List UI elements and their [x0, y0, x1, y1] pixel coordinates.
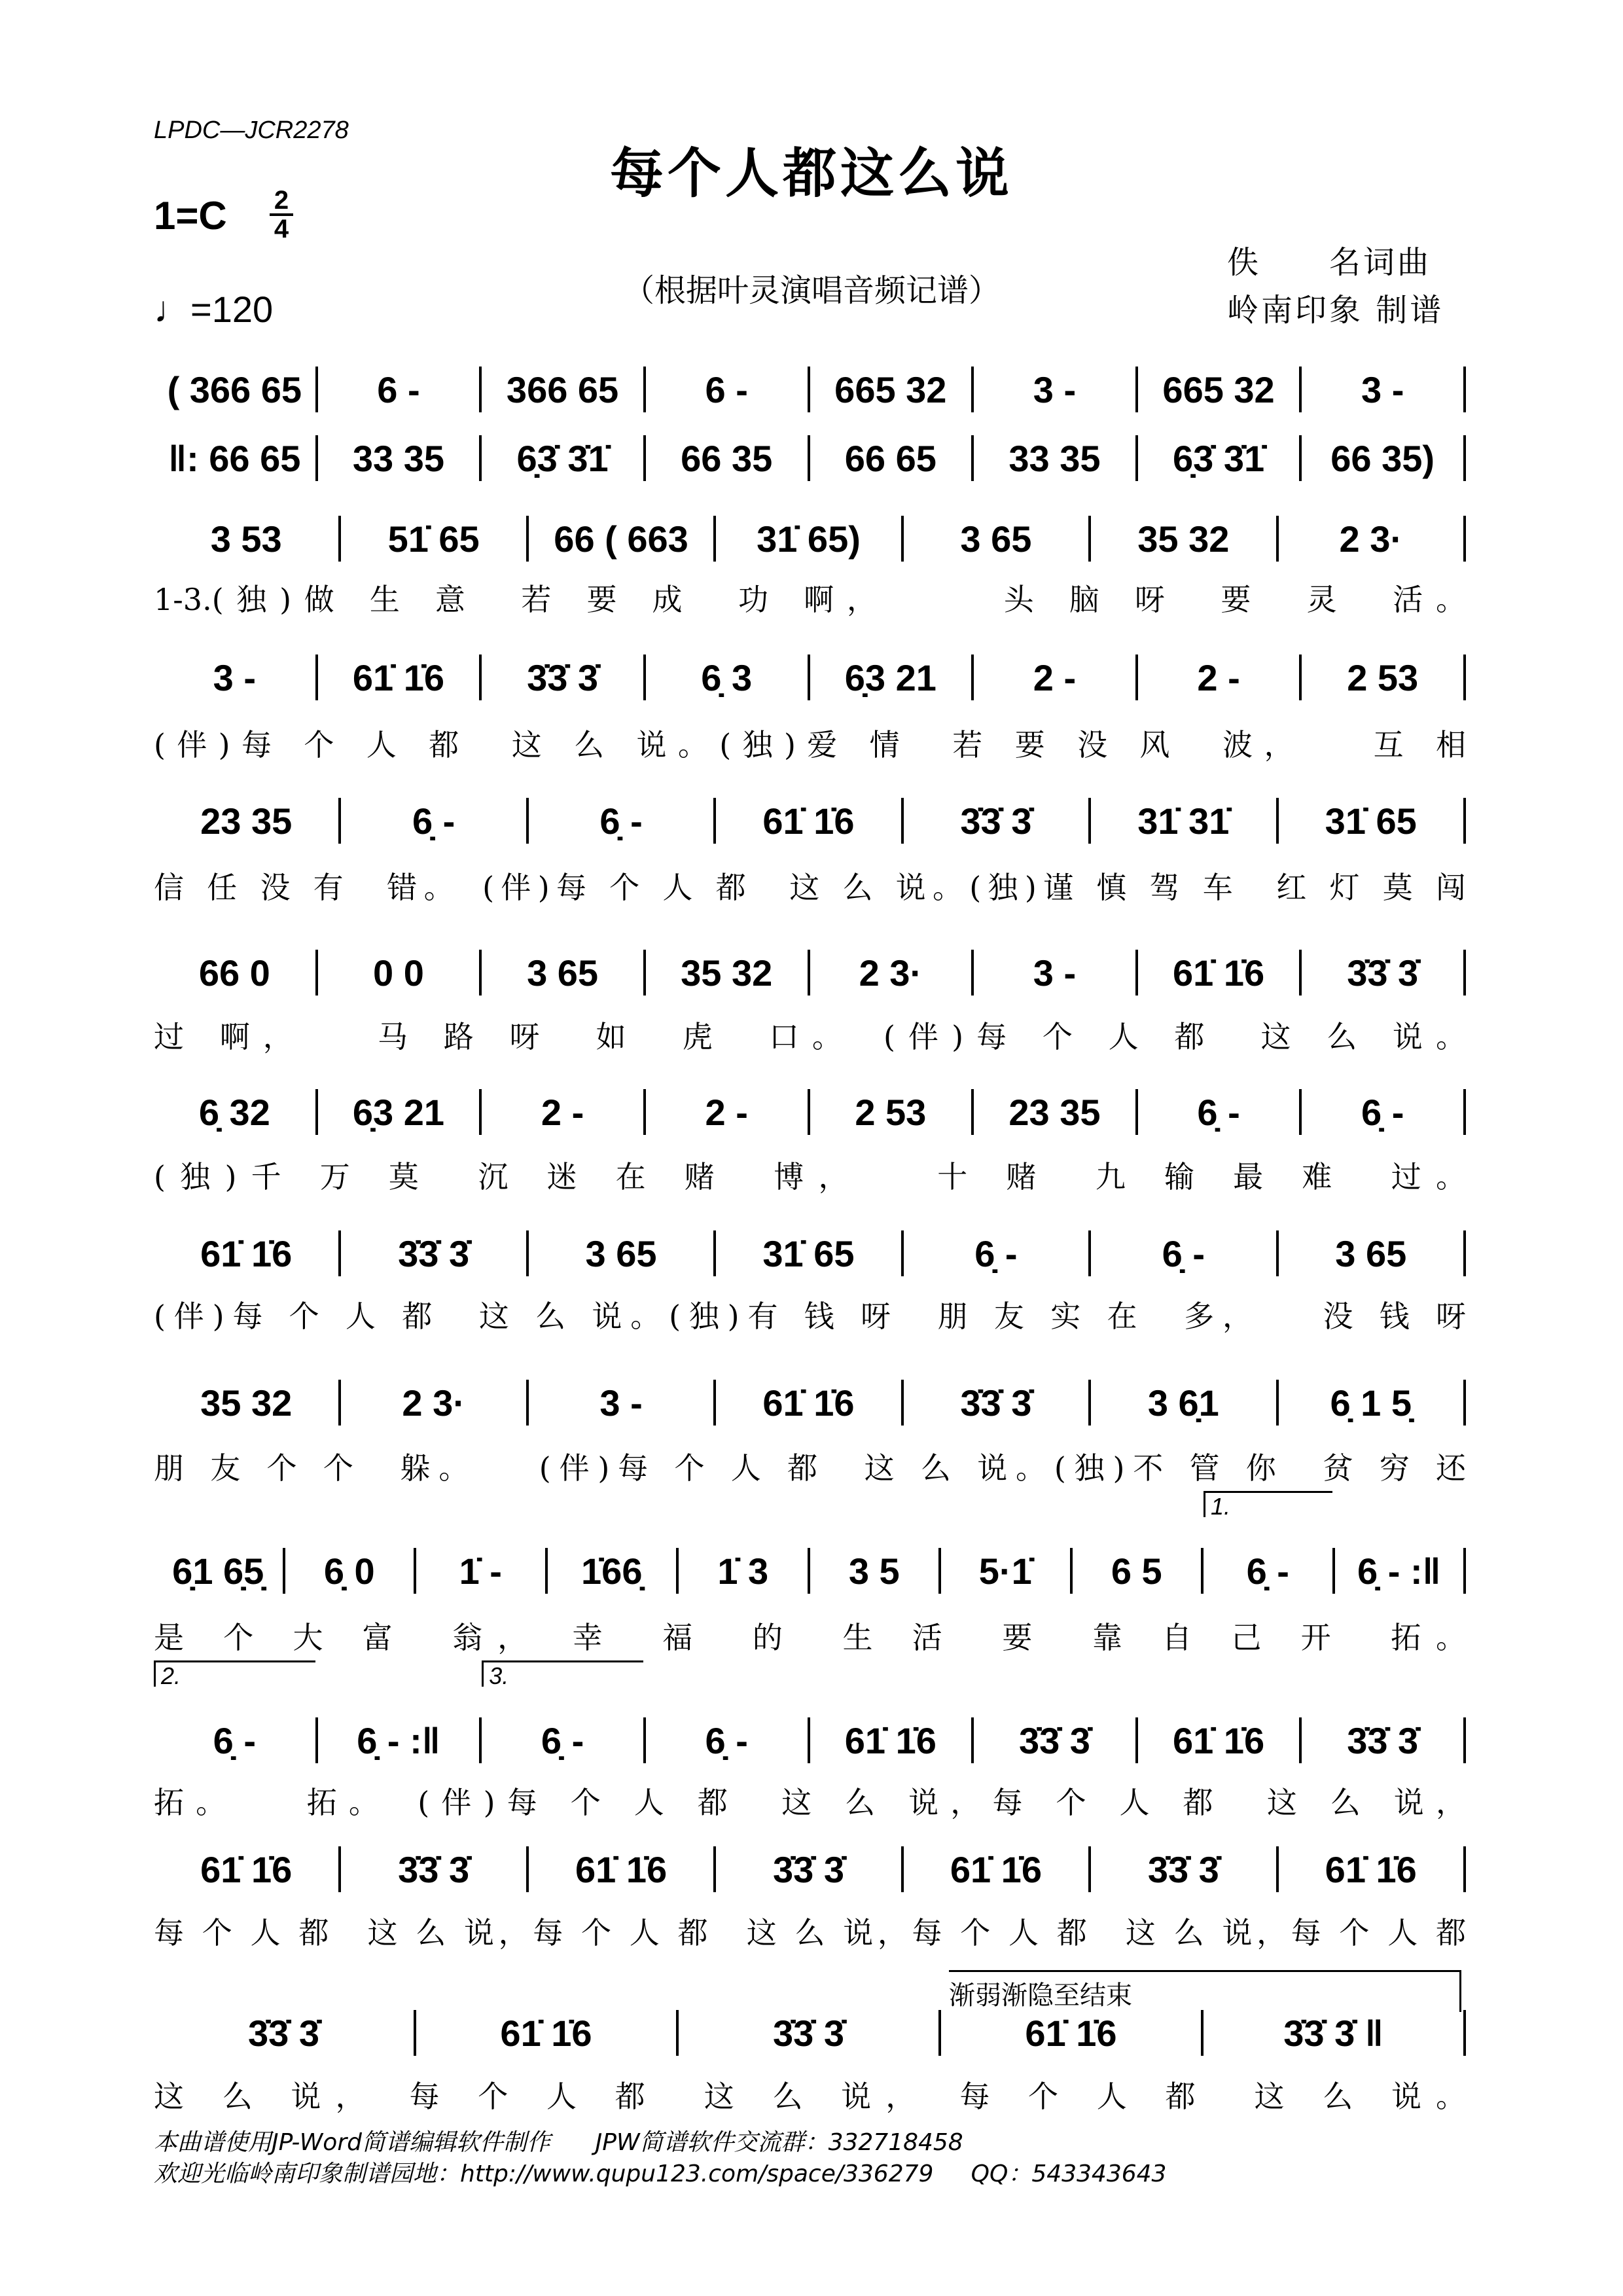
measure: 6̣ - [1361, 1091, 1404, 1133]
measure: 6̣3 21 [844, 656, 936, 698]
bar-line [1463, 1380, 1466, 1426]
measure: 66 35) [1330, 437, 1435, 479]
measure: 66 ( 663 [554, 518, 688, 560]
measure: 61̇ 1̇6 [844, 1719, 936, 1761]
measure: 2 - [541, 1091, 584, 1133]
lyrics-line: 每 个 人 都 这 么 说，每 个 人 都 这 么 说，每 个 人 都 这 么 说，每 个 人 都 [154, 1915, 1466, 1950]
bar-line [1463, 798, 1466, 844]
measure: 3 - [213, 656, 256, 698]
measure: 0 0 [373, 952, 424, 994]
measure: 6 5 [1111, 1550, 1162, 1592]
measure: ( 366 65 [167, 368, 302, 410]
notation-row [154, 516, 1466, 562]
measure: 3 65 [585, 1232, 657, 1274]
subtitle: （根据叶灵演唱音频记谱） [622, 272, 1000, 309]
measure: 3 5 [848, 1550, 900, 1592]
notation-row [154, 367, 1466, 412]
measure: 3 65 [960, 518, 1032, 560]
measure: 6̣ 0 [323, 1550, 375, 1592]
lyrics-line: 拓。 拓。 (伴)每 个 人 都 这 么 说，每 个 人 都 这 么 说， [154, 1785, 1466, 1820]
measure: 33 35 [352, 437, 444, 479]
measure: 61̇ 1̇6 [762, 1382, 855, 1424]
measure: 5·1̇ [978, 1550, 1032, 1592]
lyrics-line: (伴)每 个 人 都 这 么 说。(独)爱 情 若 要 没 风 波， 互 相 [154, 727, 1466, 762]
measure: 3̇3̇ 3̇ [1347, 1719, 1419, 1761]
measure: 6̣3̇ 3̇1̇ [516, 437, 609, 479]
measure: 6̣ 32 [198, 1091, 270, 1133]
measure: 3 - [599, 1382, 643, 1424]
measure: 61̇ 1̇6 [1172, 952, 1265, 994]
measure: 2 - [1033, 656, 1077, 698]
time-signature-bottom: 4 [274, 215, 289, 243]
measure: 2 - [705, 1091, 748, 1133]
measure: 61̇ 1̇6 [200, 1848, 293, 1890]
measure: 3̇3̇ 3̇ [527, 656, 599, 698]
bar-line [1463, 655, 1466, 700]
time-signature-top: 2 [274, 186, 289, 215]
measure: 3 - [1361, 368, 1404, 410]
measure: 3̇3̇ 3̇ [248, 2012, 319, 2054]
measure: 61̇ 1̇6 [762, 800, 855, 842]
measure: 6̣ - [705, 1719, 748, 1761]
measure: 6̣3 21 [352, 1091, 444, 1133]
measure: 61̇ 1̇6 [575, 1848, 668, 1890]
bar-line [1463, 950, 1466, 996]
footer-website-note: 欢迎光临岭南印象制谱园地：http://www.qupu123.com/space/336279 QQ：543343643 [154, 2161, 1167, 2187]
measure: 61̇ 1̇6 [1325, 1848, 1417, 1890]
measure: 2 53 [1347, 656, 1419, 698]
volta-bracket: 2. [154, 1660, 315, 1687]
measure: 3̇3̇ 3̇ [773, 2012, 844, 2054]
measure: 2 3· [402, 1382, 465, 1424]
measure: 6̣ - [1162, 1232, 1205, 1274]
measure: 2 3· [859, 952, 923, 994]
measure: 3 53 [210, 518, 282, 560]
measure: 1̇ 3 [717, 1550, 769, 1592]
notation-row [154, 435, 1466, 481]
measure: 23 35 [1008, 1091, 1101, 1133]
measure: 6̣ - :‖ [357, 1719, 440, 1761]
bar-line [1463, 1548, 1466, 1594]
measure: 665 32 [834, 368, 947, 410]
notation-row [154, 1492, 1466, 1594]
measure: 61̇ 1̇6 [950, 1848, 1042, 1890]
measure: 66 35 [681, 437, 773, 479]
notation-row [154, 950, 1466, 996]
measure: 3̇3̇ 3̇ [1347, 952, 1419, 994]
measure-notes: 6̣ - [541, 1719, 584, 1761]
measure [154, 1662, 315, 1762]
measure: 3̇3̇ 3̇ [772, 1848, 844, 1890]
measure: 66 0 [198, 952, 270, 994]
measure: 3 65 [527, 952, 599, 994]
bar-line [1463, 1089, 1466, 1135]
lyrics-line: (独)千 万 莫 沉 迷 在 赌 博， 十 赌 九 输 最 难 过。 [154, 1159, 1466, 1194]
measure: 366 65 [506, 368, 619, 410]
arranger-credit: 岭南印象 制谱 [1227, 292, 1444, 329]
measure: 31̇ 31̇ [1137, 800, 1230, 842]
notation-row [154, 1230, 1466, 1276]
notation-row [154, 798, 1466, 844]
lyrics-line: 过 啊， 马 路 呀 如 虎 口。 (伴)每 个 人 都 这 么 说。 [154, 1019, 1466, 1054]
bar-line [1463, 516, 1466, 562]
measure: 51̇ 65 [387, 518, 480, 560]
measure: 3 - [1033, 952, 1077, 994]
measure: 1̇66̣ [581, 1550, 643, 1592]
notation-row [154, 655, 1466, 700]
notation-row [154, 1662, 1466, 1763]
bar-line [1463, 1230, 1466, 1276]
composer-credit: 佚 名词曲 [1227, 244, 1432, 281]
notation-row [154, 2010, 1466, 2056]
lyrics-line: 朋 友 个 个 躲。 (伴)每 个 人 都 这 么 说。(独)不 管 你 贫 穷 还 [154, 1450, 1467, 1486]
bar-line [1463, 435, 1466, 481]
measure: 3 6̣1 [1147, 1382, 1219, 1424]
measure: 33 35 [1008, 437, 1101, 479]
measure: 6̣ - [412, 800, 455, 842]
measure-notes: 6̣ - [213, 1719, 256, 1761]
measure: 6̣ 3 [701, 656, 753, 698]
measure: 6̣ - [974, 1232, 1018, 1274]
footer-software-note: 本曲谱使用JP-Word简谱编辑软件制作 JPW简谱软件交流群：332718458 [154, 2129, 963, 2156]
measure: 61̇ 1̇6 [500, 2012, 592, 2054]
lyrics-line: 是 个 大 富 翁， 幸 福 的 生 活 要 靠 自 己 开 拓。 [154, 1620, 1466, 1655]
volta-bracket: 3. [482, 1660, 643, 1687]
measure: 6̣3̇ 3̇1̇ [1172, 437, 1265, 479]
dynamics-annotation: 渐弱渐隐至结束 [949, 1970, 1461, 2012]
measure [482, 1662, 643, 1762]
measure: 3̇3̇ 3̇ [398, 1232, 470, 1274]
measure: 61̇ 1̇6 [200, 1232, 293, 1274]
measure: 3̇3̇ 3̇ [960, 800, 1032, 842]
measure-notes: 6̣ - [1246, 1550, 1289, 1592]
measure: 35 32 [1137, 518, 1230, 560]
score-code: LPDC—JCR2278 [154, 117, 349, 144]
measure: 2 3· [1339, 518, 1402, 560]
measure: 3 65 [1335, 1232, 1407, 1274]
measure: 31̇ 65) [757, 518, 861, 560]
measure [1204, 1492, 1332, 1592]
measure: 1̇ - [459, 1550, 502, 1592]
measure: 3̇3̇ 3̇ [1147, 1848, 1219, 1890]
measure: 6 - [705, 368, 748, 410]
volta-bracket: 1. [1204, 1491, 1332, 1517]
measure: 35 32 [200, 1382, 293, 1424]
measure: 23 35 [200, 800, 293, 842]
bar-line [1463, 2010, 1466, 2056]
measure: 3̇3̇ 3̇ [960, 1382, 1032, 1424]
measure: 6 - [377, 368, 420, 410]
measure: 31̇ 65 [762, 1232, 855, 1274]
measure: 3̇3̇ 3̇ [1018, 1719, 1090, 1761]
measure: 2 - [1197, 656, 1240, 698]
bar-line [1463, 1717, 1466, 1763]
tempo-marking: ♩=120 [154, 289, 274, 330]
lyrics-line: 这 么 说， 每 个 人 都 这 么 说， 每 个 人 都 这 么 说。 [154, 2079, 1466, 2114]
time-signature [270, 188, 293, 241]
measure: 6̣ - [1197, 1091, 1240, 1133]
measure: 61̇ 1̇6 [1025, 2012, 1117, 2054]
measure: 2 53 [855, 1091, 927, 1133]
notation-row [154, 1380, 1466, 1426]
measure: 3̇3̇ 3̇ [398, 1848, 470, 1890]
notation-row [154, 1846, 1466, 1892]
measure: 61̇ 1̇6 [1172, 1719, 1265, 1761]
measure: 31̇ 65 [1325, 800, 1417, 842]
lyrics-line: 信 任 没 有 错。 (伴)每 个 人 都 这 么 说。(独)谨 慎 驾 车 红 灯 莫 闯 [154, 870, 1466, 905]
measure: 3̇3̇ 3̇ ‖ [1283, 2012, 1383, 2054]
measure: 6̣ 1 5̣ [1330, 1382, 1412, 1424]
bar-line [1463, 367, 1466, 412]
measure: ‖: 66 65 [168, 437, 301, 479]
measure: 66 65 [844, 437, 936, 479]
bar-line [1463, 1846, 1466, 1892]
measure: 6̣ - [599, 800, 643, 842]
measure: 61̇ 1̇6 [352, 656, 444, 698]
song-title: 每个人都这么说 [609, 142, 1013, 205]
lyrics-line: (伴)每 个 人 都 这 么 说。(独)有 钱 呀 朋 友 实 在 多， 没 钱 呀 [154, 1299, 1467, 1334]
key-signature: 1=C [154, 194, 227, 238]
measure: 6̣ - :‖ [1357, 1550, 1441, 1592]
lyrics-line: 1-3.(独)做 生 意 若 要 成 功 啊， 头 脑 呀 要 灵 活。 [154, 582, 1466, 617]
measure: 3 - [1033, 368, 1077, 410]
measure: 35 32 [681, 952, 773, 994]
measure: 665 32 [1162, 368, 1275, 410]
notation-row [154, 1089, 1466, 1135]
measure: 6̣1 6̣5̣ [172, 1550, 264, 1592]
